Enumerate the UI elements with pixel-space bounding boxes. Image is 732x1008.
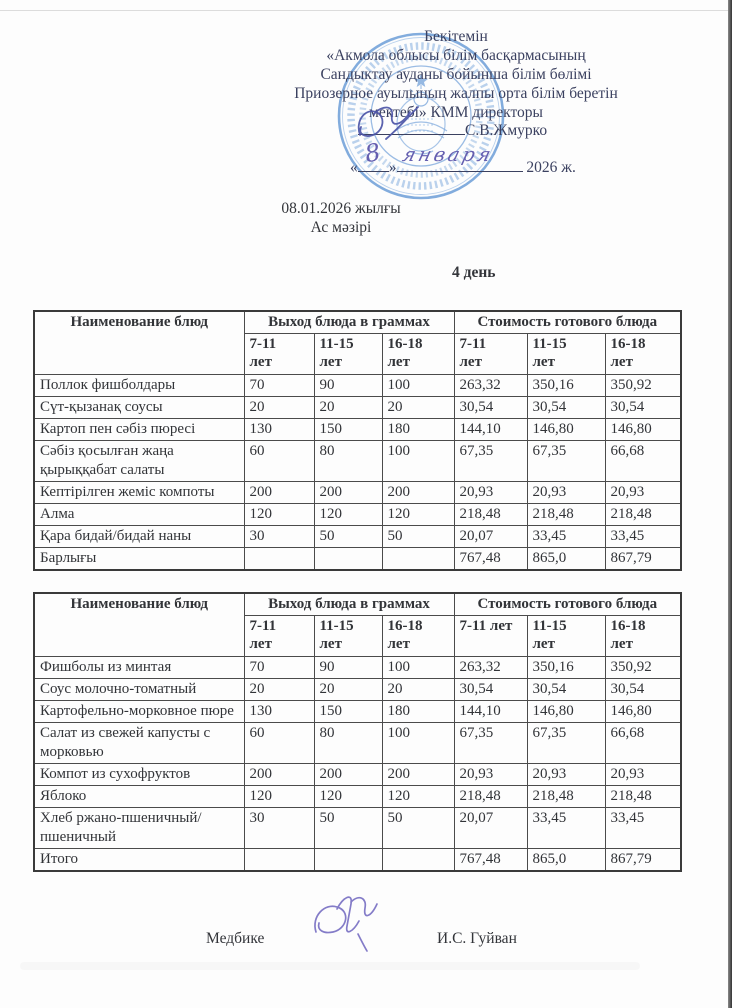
- table-cell: 80: [314, 441, 382, 482]
- dish-name-cell: Компот из сухофруктов: [34, 764, 244, 786]
- table-cell: 150: [314, 419, 382, 441]
- table-cell: 120: [314, 786, 382, 808]
- table-cell: 20: [314, 679, 382, 701]
- day-number-label: 4 день: [452, 264, 496, 281]
- table-cell: 20,93: [527, 764, 605, 786]
- table-cell: 50: [314, 526, 382, 548]
- table-cell: 865,0: [527, 548, 605, 571]
- table-row: [34, 441, 681, 482]
- col-header-cost: Стоимость готового блюда: [454, 311, 681, 334]
- table-cell: 146,80: [605, 419, 681, 441]
- table-cell: 200: [244, 764, 314, 786]
- col-header-cost: Стоимость готового блюда: [454, 593, 681, 616]
- month-blank: [397, 144, 523, 172]
- table-cell: 120: [314, 504, 382, 526]
- director-name: С.В.Жмурко: [465, 122, 548, 139]
- table-cell: 130: [244, 701, 314, 723]
- table-header-row: [34, 311, 681, 334]
- table-cell: 20: [244, 679, 314, 701]
- table-cell: 200: [244, 482, 314, 504]
- handwritten-day: 8: [362, 137, 383, 169]
- table-cell: 867,79: [605, 849, 681, 872]
- table-cell: 80: [314, 723, 382, 764]
- table-cell: 33,45: [605, 808, 681, 849]
- nurse-name: И.С. Гуйван: [437, 930, 517, 947]
- scan-smudge: [20, 962, 640, 970]
- table-cell: 100: [382, 375, 454, 397]
- table-cell: 120: [244, 504, 314, 526]
- table-cell: 67,35: [527, 441, 605, 482]
- age-group-header: 11-15 лет: [527, 616, 605, 657]
- age-group-header: 16-18 лет: [382, 616, 454, 657]
- table-cell: 30: [244, 808, 314, 849]
- menu-table-russian: [33, 592, 682, 872]
- table-cell: 20: [244, 397, 314, 419]
- table-cell: 218,48: [454, 504, 527, 526]
- dish-name-cell: Яблоко: [34, 786, 244, 808]
- table-cell: 146,80: [527, 419, 605, 441]
- dish-name-cell: Сүт-қызанақ соусы: [34, 397, 244, 419]
- menu-table-kazakh: [33, 310, 682, 571]
- table-cell: 30,54: [454, 397, 527, 419]
- table-cell: 60: [244, 723, 314, 764]
- table-cell: 146,80: [527, 701, 605, 723]
- table-row: [34, 504, 681, 526]
- table-cell: 350,16: [527, 375, 605, 397]
- table-total-row: [34, 548, 681, 571]
- dish-name-cell: Қара бидай/бидай наны: [34, 526, 244, 548]
- table-row: [34, 679, 681, 701]
- total-label-cell: Барлығы: [34, 548, 244, 571]
- table-cell: 90: [314, 657, 382, 679]
- table-cell: 33,45: [527, 526, 605, 548]
- table-cell: 50: [382, 526, 454, 548]
- table-cell: 865,0: [527, 849, 605, 872]
- table-row: [34, 657, 681, 679]
- table-cell: 67,35: [454, 723, 527, 764]
- nurse-label: Медбике: [206, 930, 265, 947]
- age-group-header: 11-15 лет: [527, 334, 605, 375]
- dish-name-cell: Картофельно-морковное пюре: [34, 701, 244, 723]
- table-cell: 33,45: [605, 526, 681, 548]
- table-total-row: [34, 849, 681, 872]
- table-cell: 33,45: [527, 808, 605, 849]
- approval-line: Бекітемін: [424, 28, 488, 45]
- scan-right-edge-shadow: [728, 0, 732, 1008]
- table-row: [34, 526, 681, 548]
- table-cell: 200: [314, 482, 382, 504]
- col-header-dish-name: Наименование блюд: [34, 311, 244, 375]
- table-cell: 100: [382, 441, 454, 482]
- table-cell: 120: [244, 786, 314, 808]
- table-cell: 30,54: [454, 679, 527, 701]
- table-cell: 218,48: [605, 786, 681, 808]
- year-suffix: 2026 ж.: [526, 159, 576, 176]
- table-cell: 20,93: [605, 764, 681, 786]
- table-cell: 20: [382, 397, 454, 419]
- table-cell: 218,48: [527, 786, 605, 808]
- table-cell: 218,48: [454, 786, 527, 808]
- table-row: [34, 419, 681, 441]
- col-header-output: Выход блюда в граммах: [244, 593, 454, 616]
- age-group-header: 7-11 лет: [454, 334, 527, 375]
- table-cell: 30: [244, 526, 314, 548]
- table-row: [34, 701, 681, 723]
- table-row: [34, 808, 681, 849]
- table-cell: 867,79: [605, 548, 681, 571]
- table-cell: 50: [314, 808, 382, 849]
- approval-line: «Акмола облысы білім басқармасының: [326, 47, 586, 64]
- table-cell: 200: [314, 764, 382, 786]
- table-cell: 70: [244, 657, 314, 679]
- approval-line: Сандыктау ауданы бойынша білім бөлімі: [320, 66, 592, 83]
- table-cell: 50: [382, 808, 454, 849]
- dish-name-cell: Алма: [34, 504, 244, 526]
- table-cell: 30,54: [605, 679, 681, 701]
- table-cell: 66,68: [605, 723, 681, 764]
- table-cell: 20,93: [454, 764, 527, 786]
- table-cell: 218,48: [527, 504, 605, 526]
- table-cell: 66,68: [605, 441, 681, 482]
- age-group-header: 7-11 лет: [454, 616, 527, 657]
- table-cell: [244, 849, 314, 872]
- table-cell: 20,93: [454, 482, 527, 504]
- table-row: [34, 723, 681, 764]
- table-cell: 146,80: [605, 701, 681, 723]
- age-group-header: 16-18 лет: [605, 334, 681, 375]
- dish-name-cell: Салат из свежей капусты с морковью: [34, 723, 244, 764]
- approval-line: Приозерное ауылының жалпы орта білім беретін: [294, 85, 618, 102]
- handwritten-month: января: [399, 144, 496, 166]
- director-signature-icon: [352, 103, 444, 145]
- dish-name-cell: Хлеб ржано-пшеничный/пшеничный: [34, 808, 244, 849]
- table-cell: [314, 548, 382, 571]
- table-cell: 120: [382, 504, 454, 526]
- day-blank: [358, 137, 389, 172]
- menu-date: 08.01.2026 жылғы: [281, 200, 401, 217]
- table-cell: 180: [382, 701, 454, 723]
- menu-title: Ас мәзірі: [310, 219, 372, 236]
- dish-name-cell: Картоп пен сәбіз пюресі: [34, 419, 244, 441]
- table-row: [34, 375, 681, 397]
- col-header-dish-name: Наименование блюд: [34, 593, 244, 657]
- table-cell: 30,54: [605, 397, 681, 419]
- table-cell: 767,48: [454, 849, 527, 872]
- age-group-header: 7-11 лет: [244, 616, 314, 657]
- dish-name-cell: Кептірілген жеміс компоты: [34, 482, 244, 504]
- table-cell: [382, 548, 454, 571]
- age-group-header: 11-15 лет: [314, 334, 382, 375]
- table-header-row: [34, 593, 681, 616]
- table-cell: 350,92: [605, 657, 681, 679]
- table-row: [34, 482, 681, 504]
- table-cell: 20: [314, 397, 382, 419]
- approval-date-row: [350, 137, 576, 177]
- table-cell: 144,10: [454, 419, 527, 441]
- table-cell: 200: [382, 764, 454, 786]
- table-cell: 90: [314, 375, 382, 397]
- quote-open: «: [350, 159, 358, 176]
- table-cell: 120: [382, 786, 454, 808]
- age-group-header: 16-18 лет: [382, 334, 454, 375]
- age-group-header: 7-11 лет: [244, 334, 314, 375]
- table-cell: 67,35: [454, 441, 527, 482]
- table-cell: 67,35: [527, 723, 605, 764]
- col-header-output: Выход блюда в граммах: [244, 311, 454, 334]
- table-cell: [382, 849, 454, 872]
- dish-name-cell: Поллок фишболдары: [34, 375, 244, 397]
- table-cell: 218,48: [605, 504, 681, 526]
- table-cell: 350,16: [527, 657, 605, 679]
- table-cell: 263,32: [454, 375, 527, 397]
- table-cell: 144,10: [454, 701, 527, 723]
- table-cell: 180: [382, 419, 454, 441]
- table-cell: 767,48: [454, 548, 527, 571]
- dish-name-cell: Сәбіз қосылған жаңа қырыққабат салаты: [34, 441, 244, 482]
- table-cell: 263,32: [454, 657, 527, 679]
- table-cell: 60: [244, 441, 314, 482]
- table-cell: 130: [244, 419, 314, 441]
- table-cell: 100: [382, 723, 454, 764]
- table-cell: 20,93: [527, 482, 605, 504]
- table-cell: 20,07: [454, 808, 527, 849]
- table-cell: [314, 849, 382, 872]
- dish-name-cell: Соус молочно-томатный: [34, 679, 244, 701]
- table-cell: 70: [244, 375, 314, 397]
- quote-close: »: [388, 159, 397, 176]
- table-cell: [244, 548, 314, 571]
- table-cell: 30,54: [527, 397, 605, 419]
- table-cell: 20,07: [454, 526, 527, 548]
- table-row: [34, 786, 681, 808]
- table-cell: 350,92: [605, 375, 681, 397]
- table-cell: 150: [314, 701, 382, 723]
- table-cell: 20: [382, 679, 454, 701]
- table-cell: 30,54: [527, 679, 605, 701]
- age-group-header: 11-15 лет: [314, 616, 382, 657]
- table-cell: 20,93: [605, 482, 681, 504]
- table-row: [34, 397, 681, 419]
- approval-line: мектебі» КММ директоры: [369, 104, 543, 121]
- dish-name-cell: Фишболы из минтая: [34, 657, 244, 679]
- approval-header: [238, 27, 674, 122]
- nurse-signature-icon: [306, 890, 392, 956]
- total-label-cell: Итого: [34, 849, 244, 872]
- table-cell: 100: [382, 657, 454, 679]
- scan-top-edge-line: [0, 10, 732, 11]
- table-cell: 200: [382, 482, 454, 504]
- table-row: [34, 764, 681, 786]
- age-group-header: 16-18 лет: [605, 616, 681, 657]
